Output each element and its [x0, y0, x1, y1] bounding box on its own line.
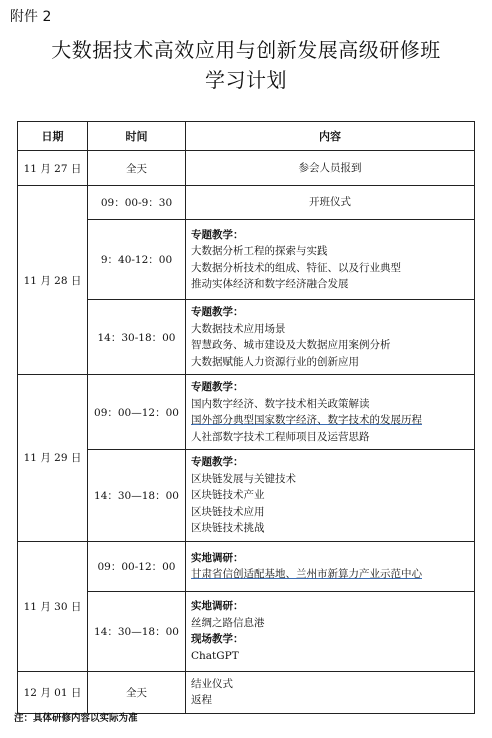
- header-time: 时间: [88, 122, 186, 151]
- content-line: ChatGPT: [191, 649, 239, 662]
- content-line: 丝绸之路信息港: [191, 616, 265, 629]
- time-cell: 9：40-12：00: [88, 220, 186, 300]
- content-line: 开班仪式: [309, 196, 351, 209]
- content-cell: [186, 450, 475, 542]
- table-header-row: [18, 122, 475, 151]
- content-line: 人社部数字技术工程师项目及运营思路: [191, 430, 370, 443]
- page-subtitle: 学习计划: [205, 68, 287, 92]
- table-row: [18, 375, 475, 450]
- content-line: 国外部分典型国家数字经济、数字技术的发展历程: [191, 414, 422, 426]
- content-cell: [186, 591, 475, 671]
- schedule-table: [17, 121, 475, 714]
- content-cell: [186, 220, 475, 300]
- time-cell: 09：00—12：00: [88, 375, 186, 450]
- footnote: 注：具体研修内容以实际为准: [14, 713, 138, 724]
- content-line: 智慧政务、城市建设及大数据应用案例分析: [191, 339, 391, 351]
- time-cell: 09：00-12：00: [88, 541, 186, 591]
- date-cell: 12 月 01 日: [18, 671, 88, 713]
- content-line: 大数据分析技术的组成、特征、以及行业典型: [191, 261, 401, 274]
- content-heading: 实地调研：: [191, 600, 244, 612]
- content-heading: 专题教学：: [191, 456, 244, 468]
- content-cell: [186, 186, 475, 220]
- content-heading: 专题教学：: [191, 381, 244, 393]
- time-cell: 全天: [88, 151, 186, 186]
- content-heading: 专题教学：: [191, 228, 244, 241]
- content-heading: 实地调研：: [191, 551, 244, 564]
- content-line: 推动实体经济和数字经济融合发展: [191, 278, 349, 290]
- date-cell: 11 月 29 日: [18, 375, 88, 542]
- content-cell: [186, 151, 475, 186]
- time-cell: 14：30—18：00: [88, 591, 186, 671]
- content-heading: 专题教学：: [191, 306, 244, 318]
- content-cell: [186, 375, 475, 450]
- content-line: 返程: [191, 694, 212, 706]
- table-row: [18, 151, 475, 186]
- time-cell: 14：30—18：00: [88, 450, 186, 542]
- time-cell: 全天: [88, 671, 186, 713]
- content-line: 国内数字经济、数字技术相关政策解读: [191, 397, 370, 410]
- content-line: 大数据分析工程的探索与实践: [191, 245, 328, 257]
- content-line: 区块链技术挑战: [191, 522, 265, 534]
- content-line: 结业仪式: [191, 677, 233, 690]
- content-line: 参会人员报到: [298, 161, 362, 174]
- content-line: 大数据赋能人力资源行业的创新应用: [191, 355, 359, 368]
- header-date: 日期: [18, 122, 88, 151]
- time-cell: 14：30-18：00: [88, 300, 186, 375]
- content-cell: [186, 671, 475, 713]
- time-cell: 09：00-9：30: [88, 186, 186, 220]
- content-line: 大数据技术应用场景: [191, 322, 286, 335]
- date-cell: 11 月 27 日: [18, 151, 88, 186]
- date-cell: 11 月 30 日: [18, 541, 88, 671]
- content-line: 区块链技术应用: [191, 505, 265, 518]
- table-row: [18, 541, 475, 591]
- content-cell: [186, 300, 475, 375]
- content-line: 区块链发展与关键技术: [191, 472, 296, 485]
- header-content: 内容: [186, 122, 475, 151]
- content-cell: [186, 541, 475, 591]
- page-title: 大数据技术高效应用与创新发展高级研修班: [51, 38, 441, 62]
- content-line: 甘肃省信创适配基地、兰州市新算力产业示范中心: [191, 568, 422, 580]
- content-line: 区块链技术产业: [191, 489, 265, 501]
- date-cell: 11 月 28 日: [18, 186, 88, 375]
- table-row: [18, 671, 475, 713]
- content-heading: 现场教学：: [191, 633, 244, 645]
- table-row: [18, 186, 475, 220]
- attachment-label: 附件 2: [10, 9, 52, 25]
